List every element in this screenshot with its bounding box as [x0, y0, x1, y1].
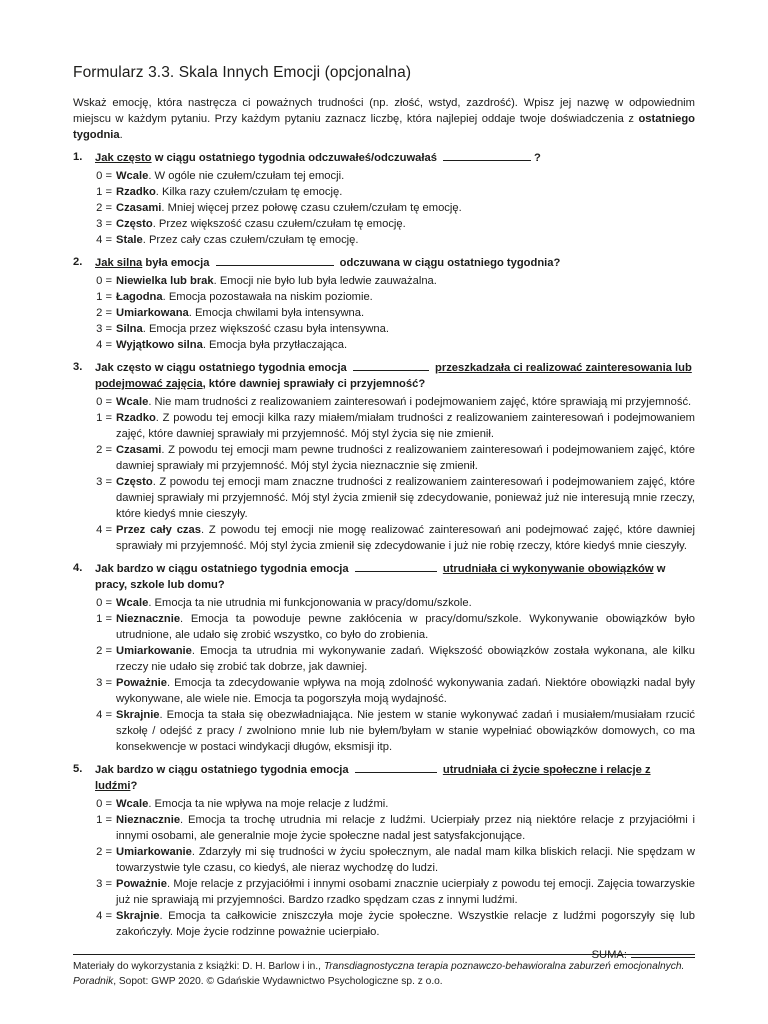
option-description: . Emocja ta zdecydowanie wpływa na moją zdolność wykonywania zadań. Niektóre obowiązki nadal były wykonywane, ale wiele nie. Emocja ta pogorszyła moją wydajność.: [116, 677, 695, 705]
option-score: 3 =: [96, 677, 112, 689]
option-description: . W ogóle nie czułem/czułam tej emocji.: [148, 170, 345, 182]
option-score: 0 =: [96, 170, 112, 182]
footer-book-title: Transdiagnostyczna terapia poznawczo-behawioralna zaburzeń emocjonalnych. Poradnik: [73, 961, 685, 987]
option-description: . Z powodu tej emocji nie mogę realizować zainteresowań ani podejmować zajęć, które dawniej sprawiały mi przyjemność. Mój styl życia zmienił się zdecydowanie i już nie robię rzeczy, które kiedyś mnie cieszyły.: [116, 524, 695, 552]
option-label: Czasami: [116, 202, 162, 214]
option-row[interactable]: [73, 796, 695, 812]
question-text-part: Jak bardzo w ciągu ostatniego tygodnia emocja: [95, 764, 352, 776]
option-label: Czasami: [116, 444, 162, 456]
option-score: 1 =: [96, 186, 112, 198]
question-key-phrase: Jak często: [95, 152, 152, 164]
question-text-part: w ciągu ostatniego tygodnia odczuwałeś/odczuwałaś: [151, 152, 441, 164]
option-label: Umiarkowanie: [116, 846, 192, 858]
option-score: 0 =: [96, 396, 112, 408]
form-page: [73, 64, 695, 961]
option-description: . Emocja przez większość czasu była intensywna.: [142, 323, 389, 335]
question-number: 2.: [73, 256, 83, 268]
option-label: Wcale: [116, 597, 149, 609]
option-row[interactable]: [73, 595, 695, 611]
question-text-part: Jak często w ciągu ostatniego tygodnia emocja: [95, 362, 350, 374]
option-row[interactable]: [73, 844, 695, 876]
option-score: 3 =: [96, 323, 112, 335]
option-row[interactable]: [73, 321, 695, 337]
option-score: 2 =: [96, 444, 112, 456]
option-description: . Z powodu tej emocji mam pewne trudności z realizowaniem zainteresowań i podejmowaniem zajęć, które dawniej sprawiały mi przyjemność. Mój styl życia nieznacznie się zmienił.: [116, 444, 695, 472]
option-row[interactable]: [73, 410, 695, 442]
option-description: . Mniej więcej przez połowę czasu czułem/czułam tę emocję.: [161, 202, 462, 214]
option-description: . Emocja ta nie wpływa na moje relacje z ludźmi.: [148, 798, 389, 810]
option-description: . Emocja ta utrudnia mi wykonywanie zadań. Większość obowiązków została wykonana, ale kilku rzeczy nie udało się zrobić tak dobrze, jak dawniej.: [116, 645, 695, 673]
option-row[interactable]: [73, 442, 695, 474]
option-row[interactable]: [73, 611, 695, 643]
question-text: [95, 761, 695, 794]
option-description: . Zdarzyły mi się trudności w życiu społecznym, ale nadal mam kilka bliskich relacji. Nie spędzam w towarzystwie tyle czasu, co kiedyś, ale nieraz wychodzę do ludzi.: [116, 846, 695, 874]
option-description: . Emocja ta nie utrudnia mi funkcjonowania w pracy/domu/szkole.: [148, 597, 472, 609]
option-score: 2 =: [96, 307, 112, 319]
footer-citation: [73, 954, 695, 989]
option-label: Często: [116, 476, 153, 488]
option-score: 4 =: [96, 234, 112, 246]
question-key-phrase: Jak silna: [95, 257, 143, 269]
option-row[interactable]: [73, 474, 695, 522]
option-score: 3 =: [96, 218, 112, 230]
option-score: 1 =: [96, 291, 112, 303]
option-label: Poważnie: [116, 677, 167, 689]
question-text-part: ?: [534, 152, 541, 164]
option-description: . Przez większość czasu czułem/czułam tę emocję.: [152, 218, 406, 230]
option-label: Nieznacznie: [116, 814, 181, 826]
option-label: Umiarkowana: [116, 307, 189, 319]
option-description: . Emocja ta trochę utrudnia mi relacje z ludźmi. Ucierpiały przez nią niektóre relacje z przyjaciółmi i innymi osobami, ale generalnie moje życie społeczne nadal jest satysfakcjonujące.: [116, 814, 695, 842]
option-label: Skrajnie: [116, 709, 160, 721]
intro-emphasis: ostatniego tygodnia: [73, 113, 695, 141]
intro-text: Wskaż emocję, która nastręcza ci poważnych trudności (np. złość, wstyd, zazdrość). Wpisz jej nazwę w odpowiednim miejscu w każdym pytaniu. Przy każdym pytaniu zaznacz liczbę, która najlepiej oddaje twoje doświadczenia z: [73, 97, 695, 125]
option-label: Wcale: [116, 798, 149, 810]
option-score: 3 =: [96, 878, 112, 890]
option-description: . Emocja ta powoduje pewne zakłócenia w pracy/domu/szkole. Wykonywanie obowiązków było utrudnione, ale udało się zrobić wszystko, co było do zrobienia.: [116, 613, 695, 641]
option-label: Poważnie: [116, 878, 167, 890]
emotion-blank[interactable]: [355, 560, 437, 572]
option-score: 3 =: [96, 476, 112, 488]
emotion-blank[interactable]: [353, 359, 429, 371]
option-row[interactable]: [73, 394, 695, 410]
option-score: 2 =: [96, 846, 112, 858]
option-row[interactable]: [73, 908, 695, 940]
question-text-part: ?: [130, 780, 138, 792]
question-number: 1.: [73, 151, 83, 163]
option-score: 2 =: [96, 202, 112, 214]
option-score: 4 =: [96, 524, 112, 536]
option-label: Umiarkowanie: [116, 645, 192, 657]
option-description: . Moje relacje z przyjaciółmi i innymi osobami znacznie ucierpiały z powodu tej emocji. Zajęcia towarzyskie już nie sprawiają mi przyjemności. Bardzo rzadko spędzam czas z innymi ludźmi.: [116, 878, 695, 906]
emotion-blank[interactable]: [443, 149, 531, 161]
question-text-part: odczuwana w ciągu ostatniego tygodnia?: [336, 257, 561, 269]
option-row[interactable]: [73, 184, 695, 200]
option-score: 4 =: [96, 709, 112, 721]
option-score: 0 =: [96, 275, 112, 287]
option-label: Nieznacznie: [116, 613, 181, 625]
question-text: [95, 149, 695, 166]
footer-lead: Materiały do wykorzystania z książki: D. H. Barlow i in.,: [73, 961, 324, 972]
option-description: . Emocja ta stała się obezwładniająca. Nie jestem w stanie wykonywać zadań i musiałem/musiałam rzucić szkołę / odejść z pracy / zwolniono mnie lub nie byłem/byłam w stanie wypełniać obowiązków domowych, co ma konsekwencje w postaci windykacji długów, eksmisji itp.: [116, 709, 695, 753]
question-text-part: , które dawniej sprawiały ci przyjemność?: [202, 378, 426, 390]
option-label: Łagodna: [116, 291, 163, 303]
option-description: . Nie mam trudności z realizowaniem zainteresowań i podejmowaniem zajęć, które sprawiają mi przyjemność.: [148, 396, 692, 408]
option-row[interactable]: [73, 232, 695, 248]
total-score-label: SUMA:: [591, 949, 627, 961]
option-description: . Emocji nie było lub była ledwie zauważalna.: [213, 275, 437, 287]
option-score: 2 =: [96, 645, 112, 657]
option-label: Rzadko: [116, 412, 156, 424]
option-score: 1 =: [96, 412, 112, 424]
option-description: . Z powodu tej emocji mam znaczne trudności z realizowaniem zainteresowań i podejmowaniem zajęć, które dawniej sprawiały mi przyjemność. Mój styl życia zmienił się zdecydowanie, ponieważ już nie interesują mnie rzeczy, które kiedyś mnie cieszyły.: [116, 476, 695, 520]
question-text: [95, 560, 695, 593]
emotion-blank[interactable]: [216, 254, 334, 266]
option-description: . Emocja pozostawała na niskim poziomie.: [162, 291, 373, 303]
option-row[interactable]: [73, 643, 695, 675]
option-label: Często: [116, 218, 153, 230]
option-label: Wcale: [116, 170, 149, 182]
option-row[interactable]: [73, 522, 695, 554]
option-row[interactable]: [73, 273, 695, 289]
option-label: Niewielka lub brak: [116, 275, 214, 287]
option-score: 1 =: [96, 613, 112, 625]
question-4: [73, 560, 695, 755]
question-3: [73, 359, 695, 554]
option-score: 1 =: [96, 814, 112, 826]
intro-paragraph: [73, 95, 695, 143]
option-row[interactable]: [73, 168, 695, 184]
question-number: 3.: [73, 361, 83, 373]
option-row[interactable]: [73, 305, 695, 321]
footer-rest: , Sopot: GWP 2020. © Gdańskie Wydawnictwo Psychologiczne sp. z o.o.: [113, 976, 443, 987]
option-row[interactable]: [73, 876, 695, 908]
question-key-phrase: utrudniała ci wykonywanie obowiązków: [442, 563, 654, 575]
question-2: [73, 254, 695, 353]
question-text-part: Jak bardzo w ciągu ostatniego tygodnia emocja: [95, 563, 352, 575]
question-text-part: była emocja: [142, 257, 213, 269]
question-text-part: w pracy, szkole lub domu?: [95, 563, 666, 591]
option-description: . Przez cały czas czułem/czułam tę emocję.: [142, 234, 359, 246]
form-title: Formularz 3.3. Skala Innych Emocji (opcjonalna): [73, 64, 412, 81]
question-number: 4.: [73, 562, 83, 574]
option-score: 4 =: [96, 339, 112, 351]
option-row[interactable]: [73, 812, 695, 844]
option-score: 4 =: [96, 910, 112, 922]
option-description: . Emocja ta całkowicie zniszczyła moje życie społeczne. Wszystkie relacje z ludźmi pogorszyły się lub zakończyły. Moje życie rodzinne poważnie ucierpiało.: [116, 910, 695, 938]
question-number: 5.: [73, 763, 83, 775]
intro-end: .: [119, 129, 123, 141]
option-label: Rzadko: [116, 186, 156, 198]
option-row[interactable]: [73, 200, 695, 216]
question-1: [73, 149, 695, 248]
option-description: . Emocja chwilami była intensywna.: [188, 307, 365, 319]
option-row[interactable]: [73, 337, 695, 353]
question-key-phrase: utrudniała ci życie społeczne i relacje z ludźmi: [95, 764, 651, 792]
option-description: . Kilka razy czułem/czułam tę emocję.: [155, 186, 343, 198]
emotion-blank[interactable]: [355, 761, 437, 773]
option-row[interactable]: [73, 675, 695, 707]
option-label: Silna: [116, 323, 143, 335]
option-row[interactable]: [73, 289, 695, 305]
option-description: . Emocja była przytłaczająca.: [202, 339, 348, 351]
option-label: Wcale: [116, 396, 149, 408]
option-label: Stale: [116, 234, 143, 246]
option-label: Skrajnie: [116, 910, 160, 922]
option-row[interactable]: [73, 216, 695, 232]
question-text: [95, 254, 695, 271]
option-label: Wyjątkowo silna: [116, 339, 203, 351]
option-score: 0 =: [96, 798, 112, 810]
option-description: . Z powodu tej emocji kilka razy miałem/miałam trudności z realizowaniem zainteresowań i podejmowaniem zajęć, które dawniej sprawiały mi przyjemność. Mój styl życia się nie zmienił.: [116, 412, 695, 440]
option-score: 0 =: [96, 597, 112, 609]
option-label: Przez cały czas: [116, 524, 201, 536]
option-row[interactable]: [73, 707, 695, 755]
question-key-phrase: przeszkadzała ci realizować zainteresowania lub podejmować zajęcia: [95, 362, 692, 390]
question-text: [95, 359, 695, 392]
question-5: [73, 761, 695, 940]
